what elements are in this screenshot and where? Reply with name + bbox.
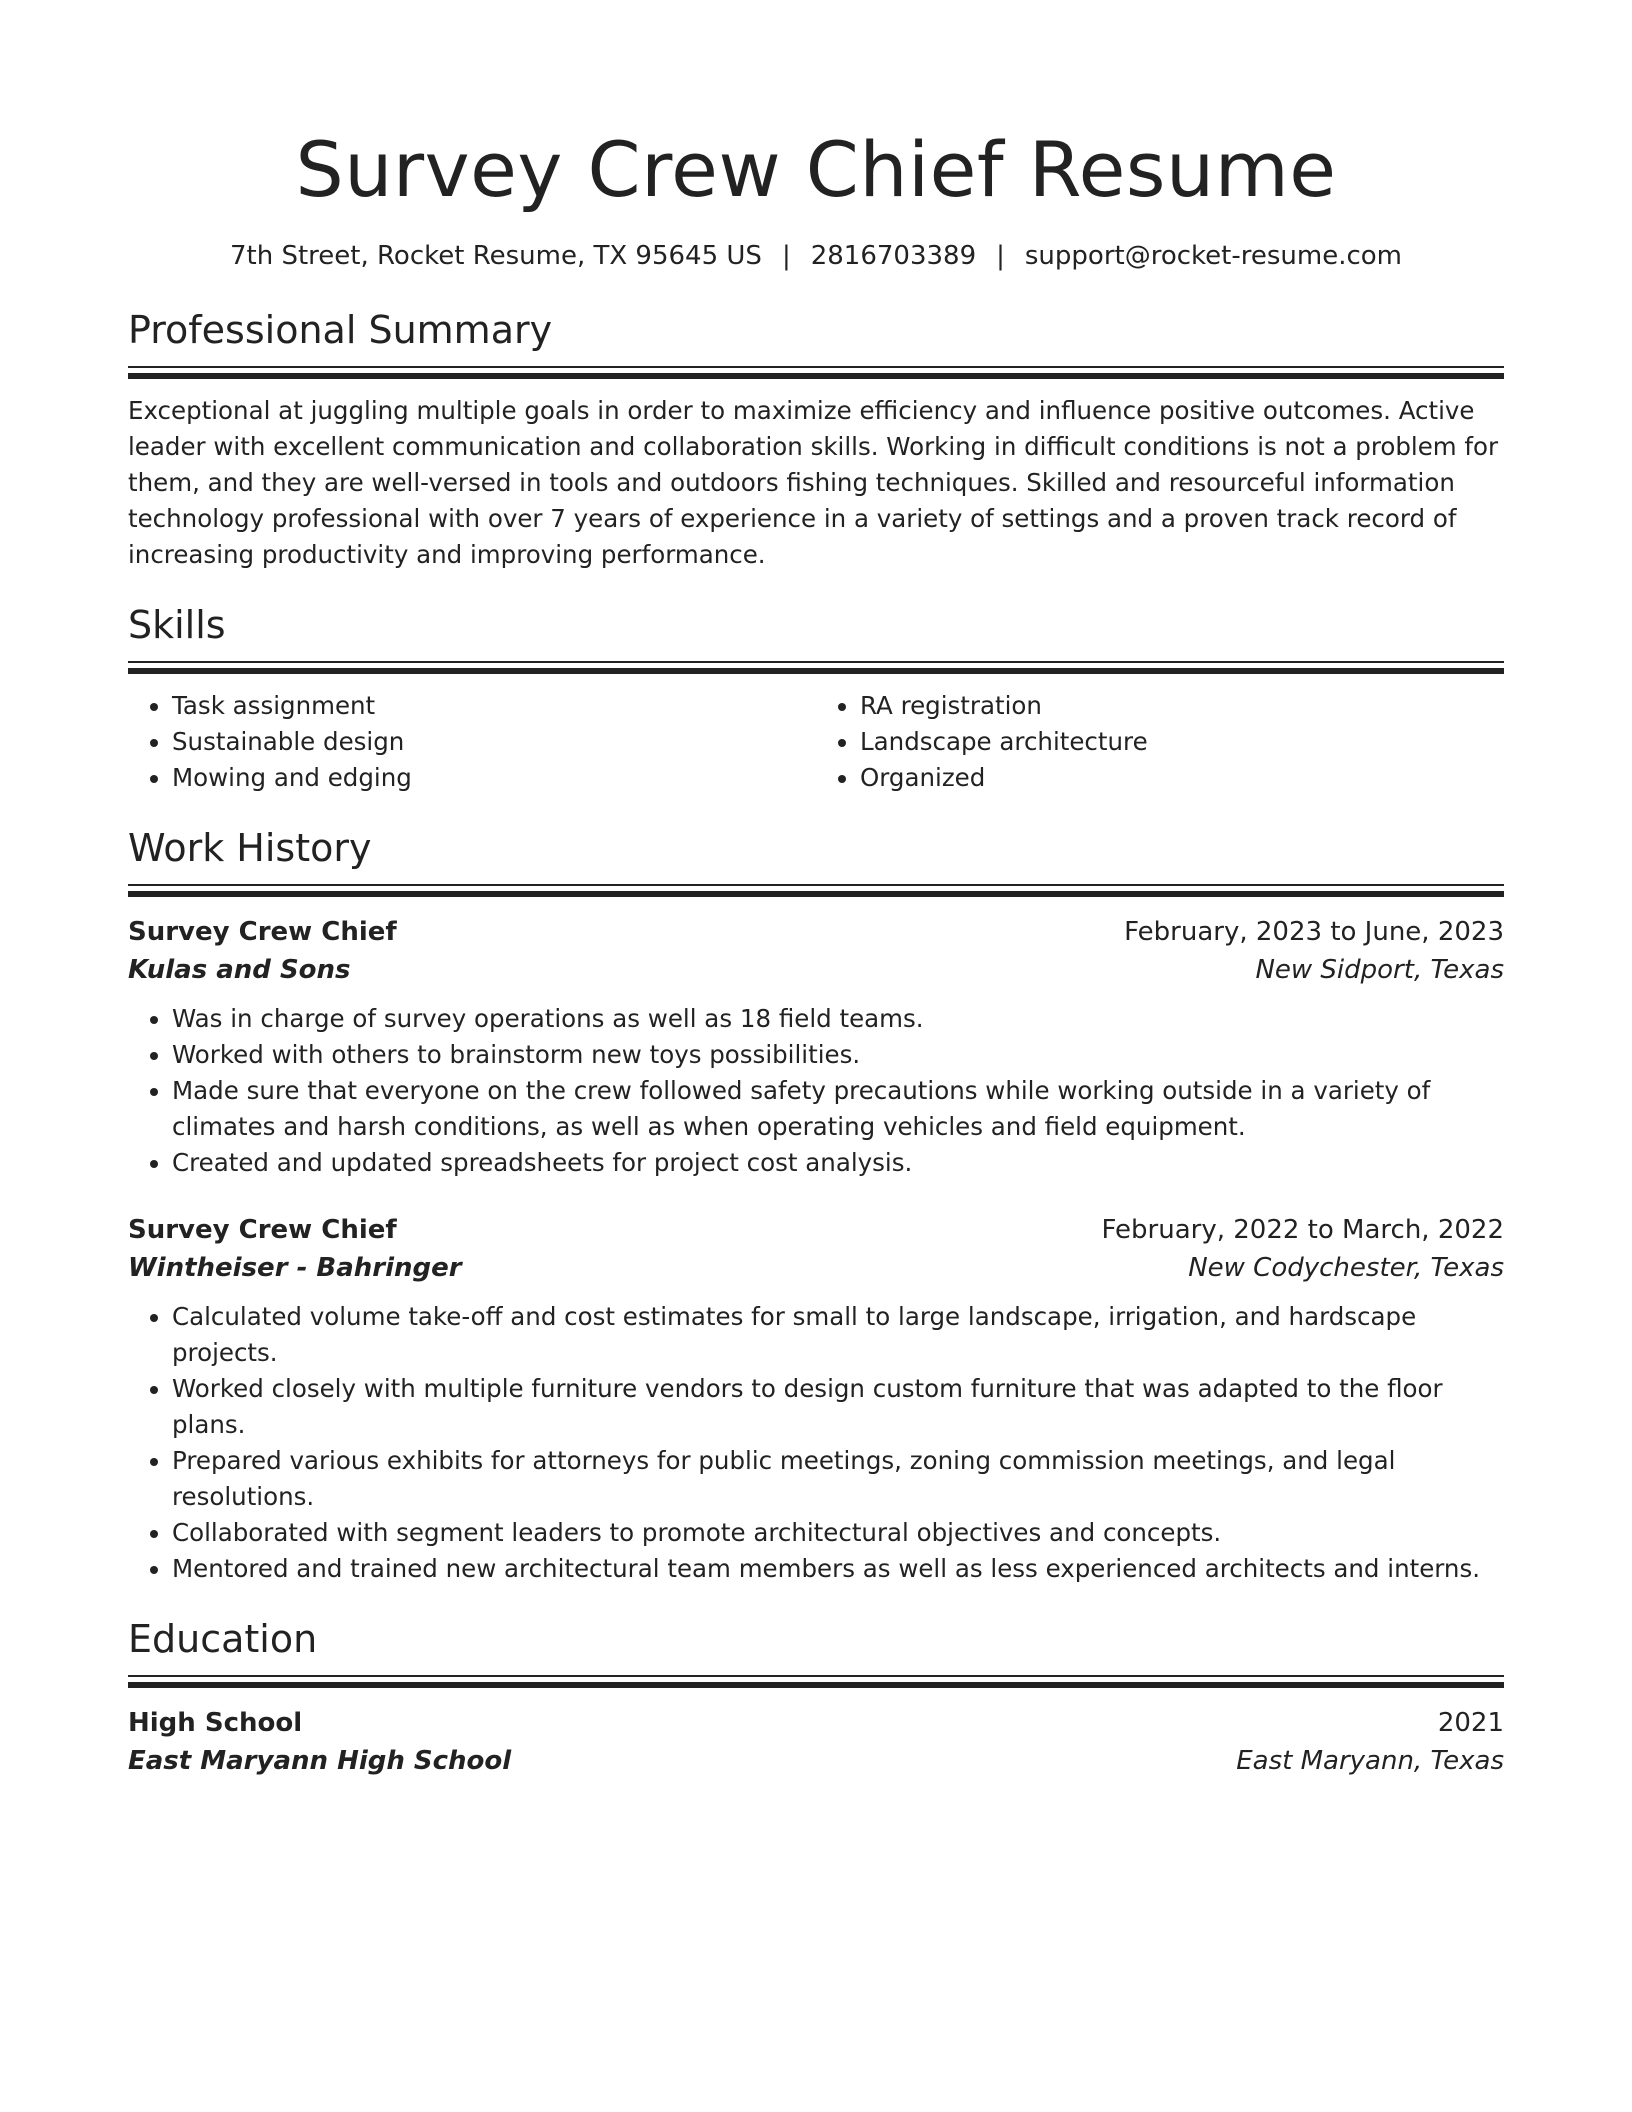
contact-separator: | xyxy=(781,241,791,271)
education-year: 2021 xyxy=(1437,1708,1504,1738)
contact-phone: 2816703389 xyxy=(810,241,977,271)
skill-item: • Task assignment xyxy=(172,688,816,724)
job-company: Wintheiser - Bahringer xyxy=(128,1253,462,1283)
job-subheader xyxy=(128,951,1504,989)
job-bullet: • Created and updated spreadsheets for project cost analysis. xyxy=(172,1145,1504,1181)
job-bullet: • Made sure that everyone on the crew followed safety precautions while working outside in a variety of climates and harsh conditions, as well as when operating vehicles and field equipment. xyxy=(172,1073,1504,1145)
summary-heading: Professional Summary xyxy=(128,308,553,352)
summary-section xyxy=(128,306,1504,573)
contact-email: support@rocket-resume.com xyxy=(1024,241,1402,271)
contact-line xyxy=(128,236,1504,276)
job-title: Survey Crew Chief xyxy=(128,1215,397,1245)
skills-column-left xyxy=(128,688,816,796)
section-divider xyxy=(128,366,1504,379)
job-header xyxy=(128,913,1504,951)
education-header xyxy=(128,1704,1504,1742)
section-divider xyxy=(128,661,1504,674)
work-section xyxy=(128,824,1504,1587)
skills-heading: Skills xyxy=(128,603,226,647)
education-degree: High School xyxy=(128,1708,303,1738)
job-subheader xyxy=(128,1249,1504,1287)
job-bullet: • Worked closely with multiple furniture vendors to design custom furniture that was adapted to the floor plans. xyxy=(172,1371,1504,1443)
job-bullet: • Worked with others to brainstorm new toys possibilities. xyxy=(172,1037,1504,1073)
job-company: Kulas and Sons xyxy=(128,955,351,985)
contact-address: 7th Street, Rocket Resume, TX 95645 US xyxy=(230,241,762,271)
job-bullet: • Collaborated with segment leaders to promote architectural objectives and concepts. xyxy=(172,1515,1504,1551)
skill-item: • Sustainable design xyxy=(172,724,816,760)
job-bullets xyxy=(128,1299,1504,1587)
skill-item: • RA registration xyxy=(860,688,1504,724)
section-divider xyxy=(128,884,1504,897)
skill-item: • Landscape architecture xyxy=(860,724,1504,760)
job-bullet: • Mentored and trained new architectural team members as well as less experienced architects and interns. xyxy=(172,1551,1504,1587)
skills-list xyxy=(128,688,1504,796)
job-location: New Sidport, Texas xyxy=(1255,955,1504,985)
job-bullets xyxy=(128,1001,1504,1181)
job-bullet: • Calculated volume take-off and cost estimates for small to large landscape, irrigation, and hardscape projects. xyxy=(172,1299,1504,1371)
resume-title: Survey Crew Chief Resume xyxy=(295,125,1337,214)
education-entry xyxy=(128,1704,1504,1780)
section-divider xyxy=(128,1675,1504,1688)
education-location: East Maryann, Texas xyxy=(1236,1746,1504,1776)
job-header xyxy=(128,1211,1504,1249)
contact-separator: | xyxy=(996,241,1005,271)
education-section xyxy=(128,1615,1504,1780)
education-heading: Education xyxy=(128,1617,318,1661)
work-heading: Work History xyxy=(128,826,372,870)
skills-section xyxy=(128,601,1504,796)
job-bullet: • Prepared various exhibits for attorneys for public meetings, zoning commission meetings, and legal resolutions. xyxy=(172,1443,1504,1515)
summary-text: Exceptional at juggling multiple goals in order to maximize efficiency and influence positive outcomes. Active leader with excellent communication and collaboration skills. Working in difficult conditions is not a problem for them, and they are well-versed in tools and outdoors fishing techniques. Skilled and resourceful information technology professional with over 7 years of experience in a variety of settings and a proven track record of increasing productivity and improving performance. xyxy=(128,396,1499,569)
job-entry xyxy=(128,1211,1504,1587)
job-location: New Codychester, Texas xyxy=(1188,1253,1504,1283)
job-bullet: • Was in charge of survey operations as well as 18 field teams. xyxy=(172,1001,1504,1037)
education-subheader xyxy=(128,1742,1504,1780)
job-dates: February, 2023 to June, 2023 xyxy=(1124,917,1504,947)
skill-item: • Organized xyxy=(860,760,1504,796)
education-school: East Maryann High School xyxy=(128,1746,512,1776)
skill-item: • Mowing and edging xyxy=(172,760,816,796)
job-entry xyxy=(128,913,1504,1181)
job-dates: February, 2022 to March, 2022 xyxy=(1101,1215,1504,1245)
job-title: Survey Crew Chief xyxy=(128,917,397,947)
skills-column-right xyxy=(816,688,1504,796)
